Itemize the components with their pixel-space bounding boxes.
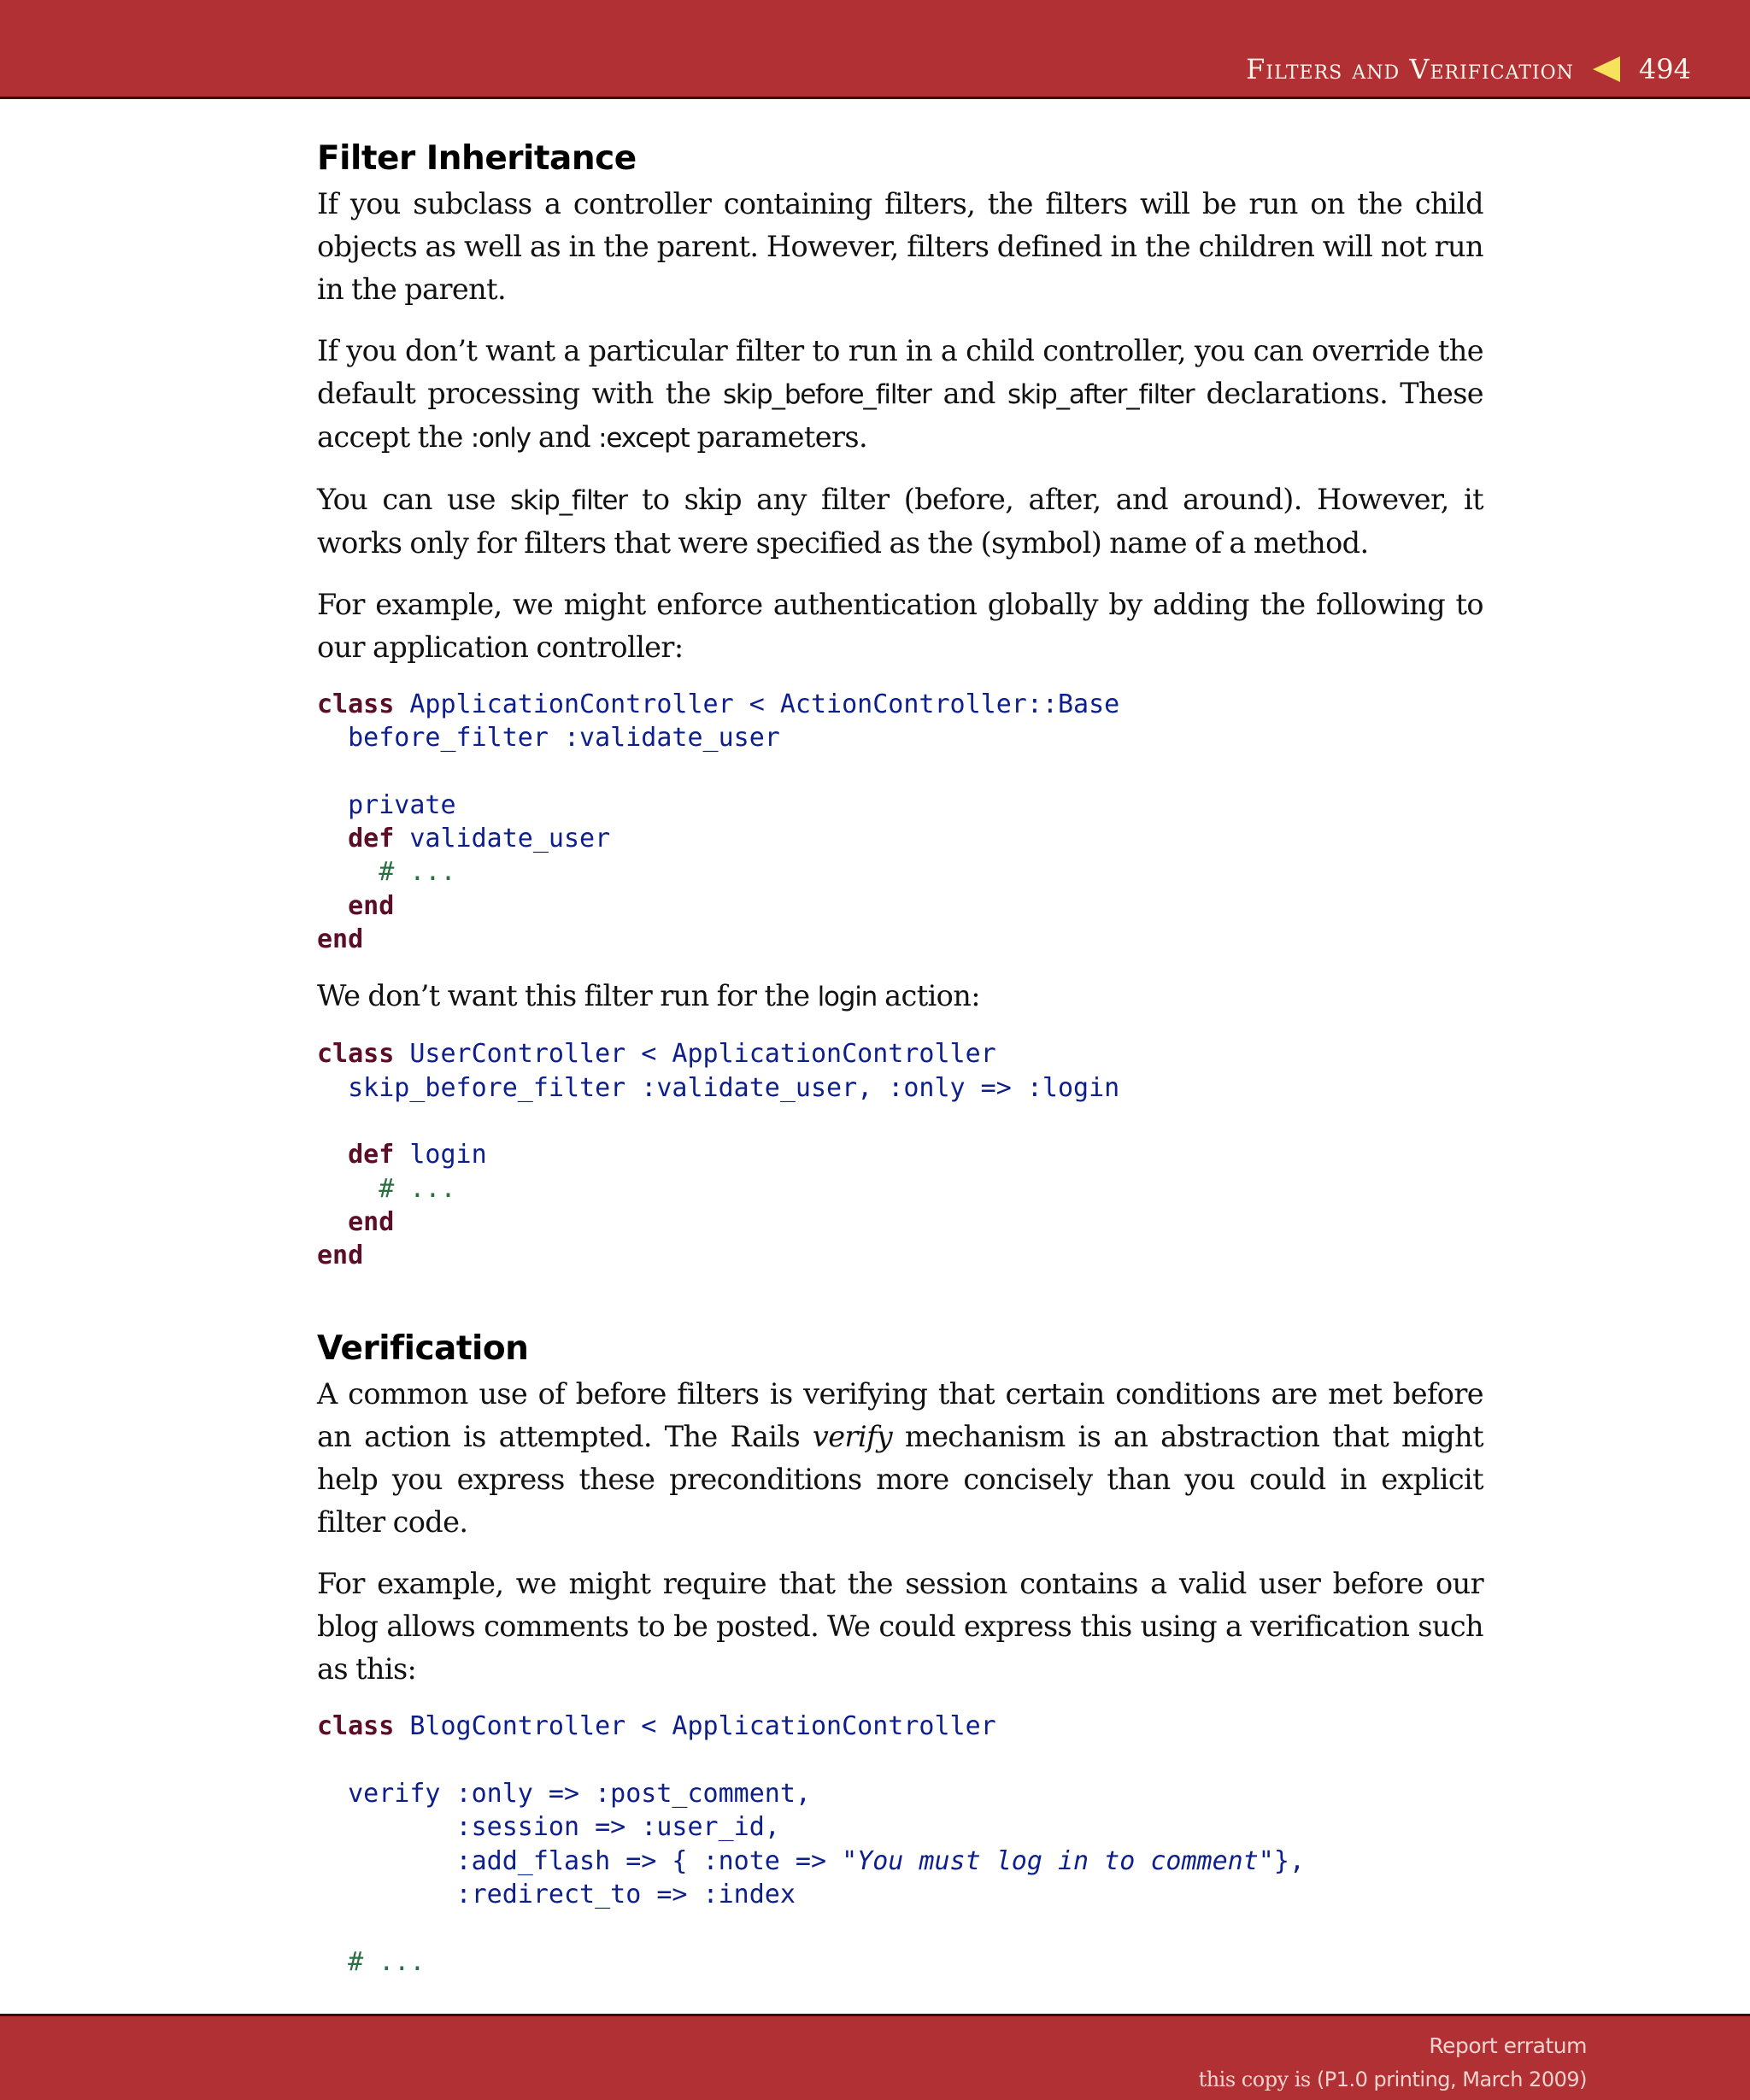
inline-code: skip_before_filter: [722, 379, 931, 410]
inline-code: :except: [598, 423, 690, 454]
paragraph: For example, we might enforce authentication globally by adding the following to our application controller:: [317, 588, 1483, 664]
paragraph: If you subclass a controller containing filters, the filters will be run on the child objects as well as in the parent. However, filters defined in the children will not run in the parent.: [317, 187, 1483, 306]
section-heading-filter-inheritance: Filter Inheritance: [317, 139, 637, 178]
page-number: 494: [1638, 53, 1691, 85]
header-bar: [0, 0, 1750, 99]
inline-code: skip_filter: [510, 485, 627, 516]
paragraph: A common use of before filters is verifying that certain conditions are met before an action is attempted. The Rails verify mechanism is an abstraction that might help you express these preconditions more concisely than you could in explicit filter code.: [317, 1377, 1483, 1540]
footer-bar: [0, 2014, 1750, 2100]
code-block-user-controller: class UserController < ApplicationController skip_before_filter :validate_user, :only => :login def login # ... end end: [317, 1039, 1120, 1271]
inline-code: login: [817, 982, 878, 1013]
code-block-blog-controller: class BlogController < ApplicationController verify :only => :post_comment, :session => :user_id, :add_flash => { :note => "You must log in to comment"}, :redirect_to => :index # ...: [317, 1711, 1305, 1977]
inline-code: :only: [470, 423, 531, 454]
running-title: Filters and Verification: [1246, 53, 1574, 85]
printing-note: this copy is (P1.0 printing, March 2009): [1198, 2068, 1587, 2091]
paragraph: For example, we might require that the session contains a valid user before our blog allows comments to be posted. We could express this using a verification such as this:: [317, 1567, 1483, 1686]
inline-code: skip_after_filter: [1007, 379, 1195, 410]
arrow-left-icon[interactable]: [1593, 56, 1620, 82]
paragraph: You can use skip_filter to skip any filter (before, after, and around). However, it works only for filters that were specified as the (symbol) name of a method.: [317, 483, 1483, 560]
emphasis: verify: [812, 1420, 893, 1454]
code-block-application-controller: class ApplicationController < ActionController::Base before_filter :validate_user private def validate_user # ... end end: [317, 689, 1120, 955]
running-head: [1246, 53, 1691, 85]
paragraph: If you don’t want a particular filter to run in a child controller, you can override the default processing with the skip_before_filter and skip_after_filter declarations. These accept the :only and :except parameters.: [317, 334, 1484, 454]
report-erratum-link[interactable]: Report erratum: [1429, 2033, 1587, 2058]
page-content: [317, 135, 1483, 1997]
paragraph: We don’t want this filter run for the login action:: [317, 979, 980, 1013]
section-heading-verification: Verification: [317, 1329, 529, 1369]
